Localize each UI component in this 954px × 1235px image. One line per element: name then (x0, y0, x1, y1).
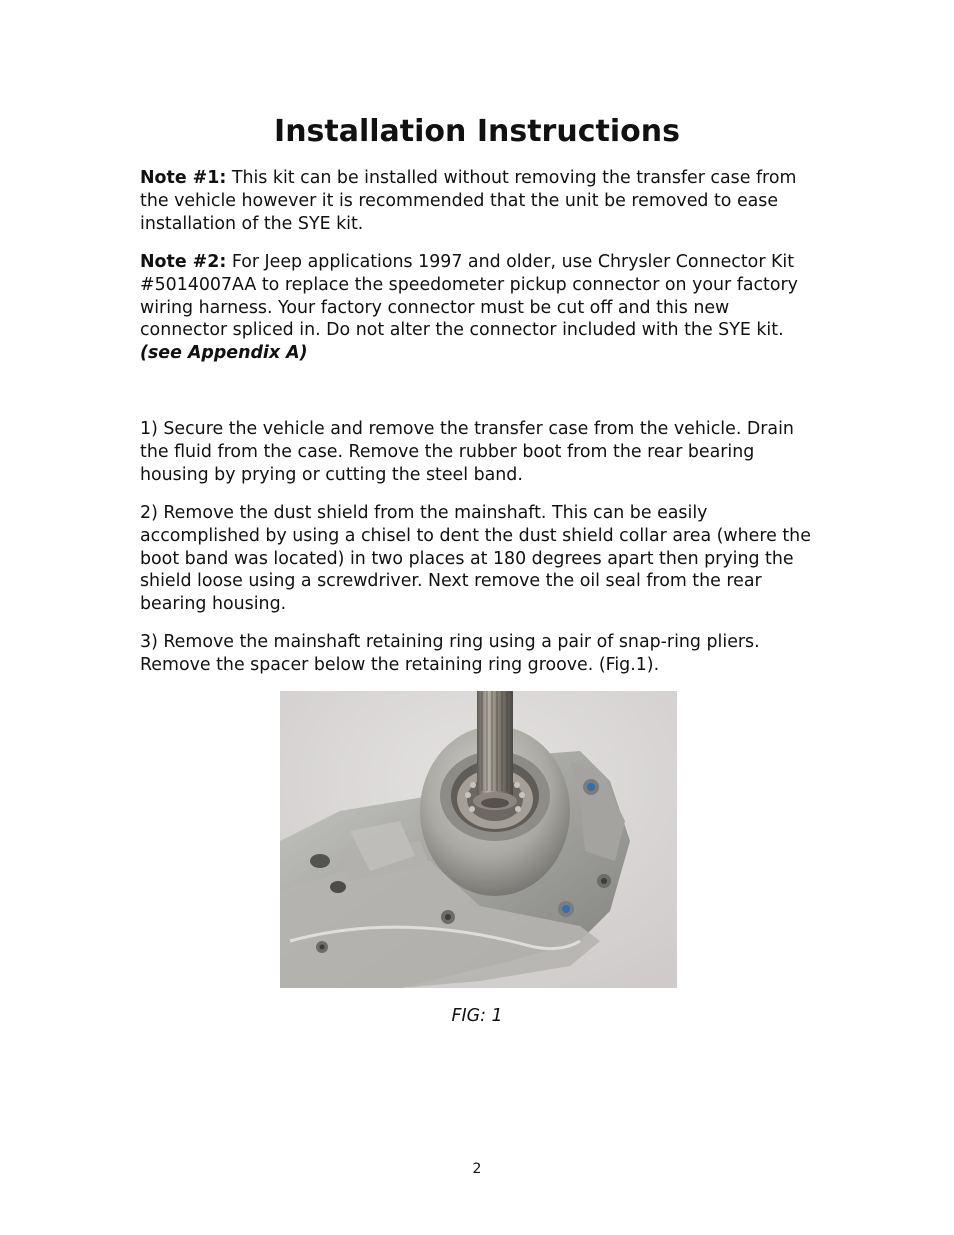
figure-caption: FIG: 1 (451, 1006, 503, 1026)
transfer-case-illustration (280, 691, 677, 988)
note-2-text: For Jeep applications 1997 and older, use Chrysler Connector Kit #5014007AA to replace the speedometer pickup connector on your factory wiring harness. Your factory connector must be cut off and this new connector spliced in. Do not alter the connector included with the SYE kit. (140, 252, 798, 341)
page-number: 2 (472, 1161, 482, 1177)
note-1-label: Note #1: (140, 168, 227, 188)
note-2-label: Note #2: (140, 252, 227, 272)
page-title: Installation Instructions (274, 114, 680, 149)
step-3: 3) Remove the mainshaft retaining ring using a pair of snap-ring pliers. Remove the spacer below the retaining ring groove. (Fig.1). (140, 632, 760, 675)
step-1: 1) Secure the vehicle and remove the transfer case from the vehicle. Drain the fluid from the case. Remove the rubber boot from the rear bearing housing by prying or cutting the steel band. (140, 419, 794, 485)
note-1 (140, 167, 820, 235)
note-1-text: This kit can be installed without removing the transfer case from the vehicle however it is recommended that the unit be removed to ease installation of the SYE kit. (140, 168, 797, 234)
step-2: 2) Remove the dust shield from the mainshaft. This can be easily accomplished by using a chisel to dent the dust shield collar area (where the boot band was located) in two places at 180 degrees apart then prying the shield loose using a screwdriver. Next remove the oil seal from the rear bearing housing. (140, 503, 811, 615)
figure-1-transfer-case-photo (280, 691, 677, 988)
appendix-reference: (see Appendix A) (140, 343, 308, 364)
note-2 (140, 251, 820, 365)
